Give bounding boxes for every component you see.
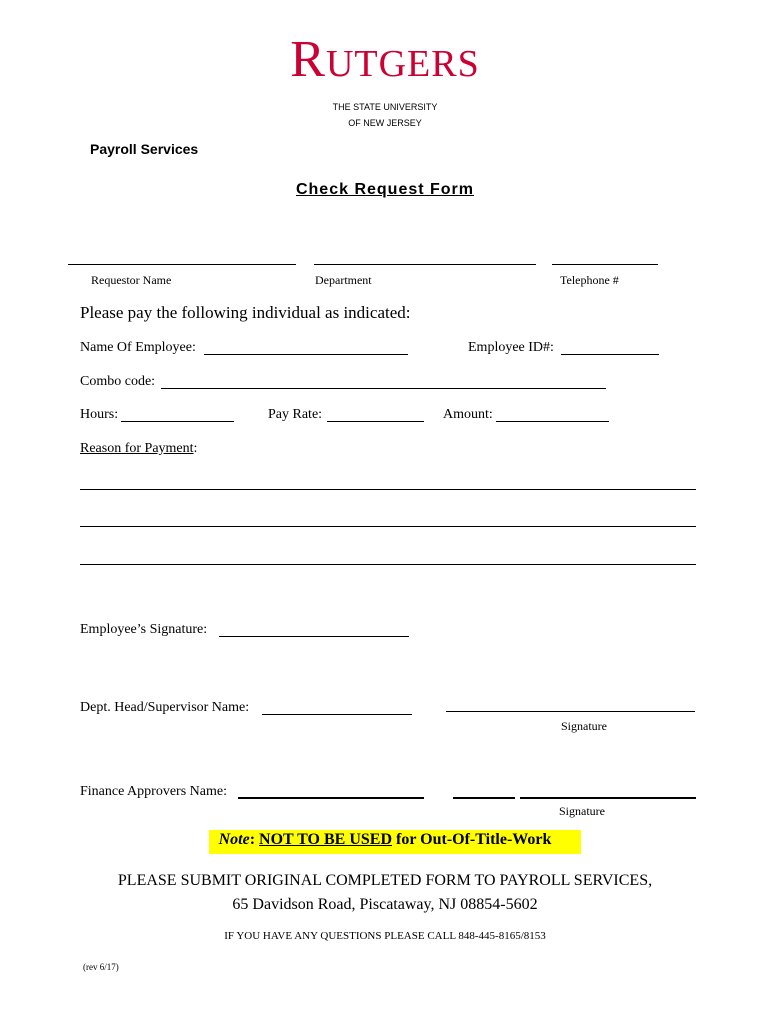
note-rest: for Out-Of-Title-Work [392,831,552,848]
amount-label: Amount: [443,407,493,422]
intro-text: Please pay the following individual as indicated: [80,303,411,322]
employee-signature-line[interactable] [219,636,409,637]
pay-rate-label: Pay Rate: [268,407,323,422]
form-title: Check Request Form [295,181,475,198]
reason-line-3[interactable] [80,564,696,565]
university-line-2: OF NEW JERSEY [348,118,422,128]
note-emphasis: NOT TO BE USED [259,831,392,848]
finance-name-line[interactable] [238,797,424,799]
logo-rest: UTGERS [325,43,480,85]
employee-name-label: Name Of Employee: [80,340,196,355]
submit-address: 65 Davidson Road, Piscataway, NJ 08854-5602 [232,896,538,913]
questions-line: IF YOU HAVE ANY QUESTIONS PLEASE CALL 848-445-8165/8153 [224,930,546,942]
employee-signature-label: Employee’s Signature: [80,622,208,637]
submit-line-1: PLEASE SUBMIT ORIGINAL COMPLETED FORM TO PAYROLL SERVICES, [117,872,653,889]
employee-id-label: Employee ID#: [468,340,554,355]
finance-signature-line-b[interactable] [520,797,696,799]
hours-line[interactable] [121,421,234,422]
department-label: Department [315,273,372,287]
department-line[interactable] [314,264,536,265]
reason-line-1[interactable] [80,489,696,490]
employee-id-line[interactable] [561,354,659,355]
pay-rate-line[interactable] [327,421,424,422]
dept-head-signature-label: Signature [561,719,607,733]
logo-first-letter: R [290,31,326,88]
university-line-1: THE STATE UNIVERSITY [332,102,438,112]
rutgers-logo [0,31,770,88]
dept-head-signature-line[interactable] [446,711,695,712]
reason-line-2[interactable] [80,526,696,527]
requestor-name-line[interactable] [68,264,296,265]
telephone-label: Telephone # [560,273,619,287]
employee-name-line[interactable] [204,354,408,355]
finance-signature-label: Signature [559,804,605,818]
dept-head-label: Dept. Head/Supervisor Name: [80,700,250,715]
finance-approver-label: Finance Approvers Name: [80,784,227,799]
hours-label: Hours: [80,407,119,422]
dept-head-name-line[interactable] [262,714,412,715]
reason-label [80,441,197,457]
requestor-name-label: Requestor Name [91,273,172,287]
finance-signature-line-a[interactable] [453,797,515,799]
reason-text: Reason for Payment [80,441,194,456]
submit-instructions [0,869,770,917]
reason-colon: : [193,441,198,456]
note [0,831,770,849]
amount-line[interactable] [496,421,609,422]
combo-code-label: Combo code: [80,374,156,389]
combo-code-line[interactable] [161,388,606,389]
university-tagline [0,99,770,131]
note-colon: : [249,831,260,848]
department-heading: Payroll Services [90,141,199,157]
revision-note: (rev 6/17) [83,962,119,972]
note-label: Note [218,831,250,848]
telephone-line[interactable] [552,264,658,265]
